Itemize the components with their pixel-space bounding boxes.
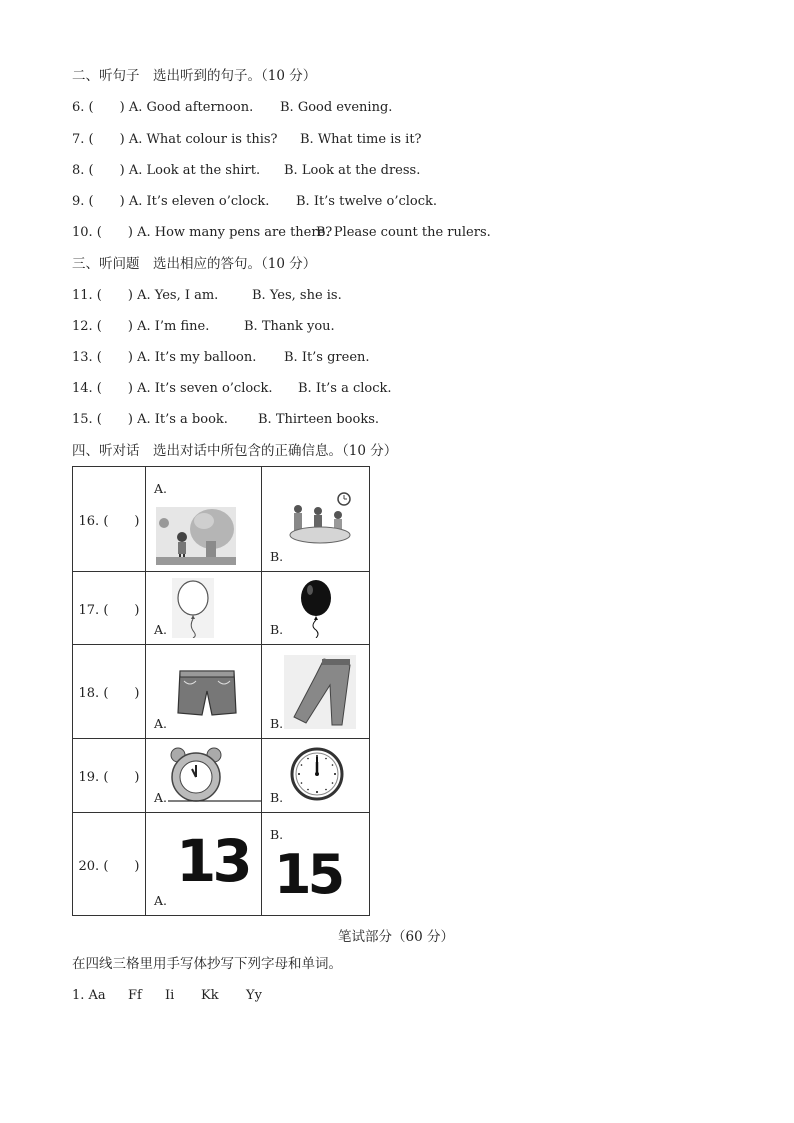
question-12 xyxy=(72,319,335,335)
option-a: A. It’s eleven o’clock. xyxy=(128,194,270,209)
black-balloon-picture xyxy=(298,578,334,638)
option-b: B. Look at the dress. xyxy=(284,163,421,178)
question-9 xyxy=(72,194,438,210)
option-b: B. Please count the rulers. xyxy=(316,225,491,240)
option-a: A. How many pens are there? xyxy=(137,225,333,240)
letter-pair: Yy xyxy=(246,988,262,1003)
option-a: A. It’s my balloon. xyxy=(137,350,257,365)
question-number: 9. ( ) xyxy=(72,194,125,209)
option-a: A. Good afternoon. xyxy=(128,100,254,115)
letter-pair: Ff xyxy=(128,988,142,1003)
question-number: 11. ( ) xyxy=(72,288,133,303)
table-row-18 xyxy=(73,645,370,739)
option-a: A. It’s seven o’clock. xyxy=(137,381,273,396)
option-a: A. I’m fine. xyxy=(137,319,210,334)
question-number: 20. ( ) xyxy=(73,813,146,916)
question-number: 17. ( ) xyxy=(73,572,146,645)
question-number: 19. ( ) xyxy=(73,739,146,813)
option-a-cell xyxy=(146,467,262,572)
family-at-table-picture xyxy=(288,489,354,547)
wall-clock-picture xyxy=(290,747,344,801)
option-a: A. It’s a book. xyxy=(137,412,228,427)
question-6 xyxy=(72,100,393,116)
option-a-label: A. xyxy=(154,622,168,637)
option-b: B. It’s green. xyxy=(284,350,370,365)
option-a-label: A. xyxy=(154,481,168,496)
option-b-cell xyxy=(262,467,370,572)
option-b-cell xyxy=(262,645,370,739)
question-number: 8. ( ) xyxy=(72,163,125,178)
alarm-clock-picture xyxy=(168,747,264,803)
option-a-cell xyxy=(146,645,262,739)
option-a-label: A. xyxy=(154,790,168,805)
option-a: A. Yes, I am. xyxy=(137,288,219,303)
question-number: 15. ( ) xyxy=(72,412,133,427)
girl-by-tree-picture xyxy=(156,507,236,565)
trousers-picture xyxy=(284,655,356,729)
letter-pair: Kk xyxy=(201,988,219,1003)
option-b: B. It’s twelve o’clock. xyxy=(296,194,438,209)
shorts-picture xyxy=(176,667,238,719)
written-instruction: 在四线三格里用手写体抄写下列字母和单词。 xyxy=(72,956,342,972)
written-question-1 xyxy=(72,988,262,1004)
option-b: B. Thank you. xyxy=(244,319,335,334)
option-b: B. Thirteen books. xyxy=(258,412,380,427)
question-10 xyxy=(72,225,491,241)
option-b: B. Good evening. xyxy=(280,100,393,115)
option-b-label: B. xyxy=(270,827,284,842)
option-b-cell xyxy=(262,572,370,645)
option-b-label: B. xyxy=(270,790,284,805)
question-8 xyxy=(72,163,421,179)
number-13-picture: 13 xyxy=(176,827,249,895)
option-b-cell xyxy=(262,739,370,813)
question-number: 12. ( ) xyxy=(72,319,133,334)
option-a-label: A. xyxy=(154,716,168,731)
table-row-20 xyxy=(73,813,370,916)
table-row-19 xyxy=(73,739,370,813)
option-b-cell xyxy=(262,813,370,916)
option-b: B. It’s a clock. xyxy=(298,381,392,396)
question-13 xyxy=(72,350,370,366)
table-row-16 xyxy=(73,467,370,572)
question-7 xyxy=(72,132,422,148)
option-a-cell xyxy=(146,739,262,813)
question-number: 18. ( ) xyxy=(73,645,146,739)
question-number: 16. ( ) xyxy=(73,467,146,572)
letter-pair: Ii xyxy=(165,988,175,1003)
number-15-picture: 15 xyxy=(274,843,342,906)
question-number: 13. ( ) xyxy=(72,350,133,365)
section-3-title: 三、听问题 选出相应的答句。（10 分） xyxy=(72,256,317,272)
white-balloon-picture xyxy=(172,578,214,638)
question-number: 10. ( ) xyxy=(72,225,133,240)
question-11 xyxy=(72,288,342,304)
option-a-cell xyxy=(146,813,262,916)
section-4-title: 四、听对话 选出对话中所包含的正确信息。（10 分） xyxy=(72,443,398,459)
question-number: 6. ( ) xyxy=(72,100,125,115)
option-a: A. What colour is this? xyxy=(128,132,278,147)
table-row-17 xyxy=(73,572,370,645)
question-number: 14. ( ) xyxy=(72,381,133,396)
letter-pair: Aa xyxy=(88,988,106,1003)
option-b-label: B. xyxy=(270,716,284,731)
question-15 xyxy=(72,412,380,428)
option-a: A. Look at the shirt. xyxy=(128,163,261,178)
option-b-label: B. xyxy=(270,622,284,637)
option-b: B. Yes, she is. xyxy=(252,288,342,303)
written-part-title: 笔试部分（60 分） xyxy=(338,929,454,945)
question-number: 7. ( ) xyxy=(72,132,125,147)
section-2-title: 二、听句子 选出听到的句子。（10 分） xyxy=(72,68,317,84)
option-b: B. What time is it? xyxy=(300,132,422,147)
option-a-label: A. xyxy=(154,893,168,908)
picture-choice-table xyxy=(72,466,370,916)
question-14 xyxy=(72,381,392,397)
option-a-cell xyxy=(146,572,262,645)
question-number: 1. xyxy=(72,988,85,1003)
option-b-label: B. xyxy=(270,549,284,564)
